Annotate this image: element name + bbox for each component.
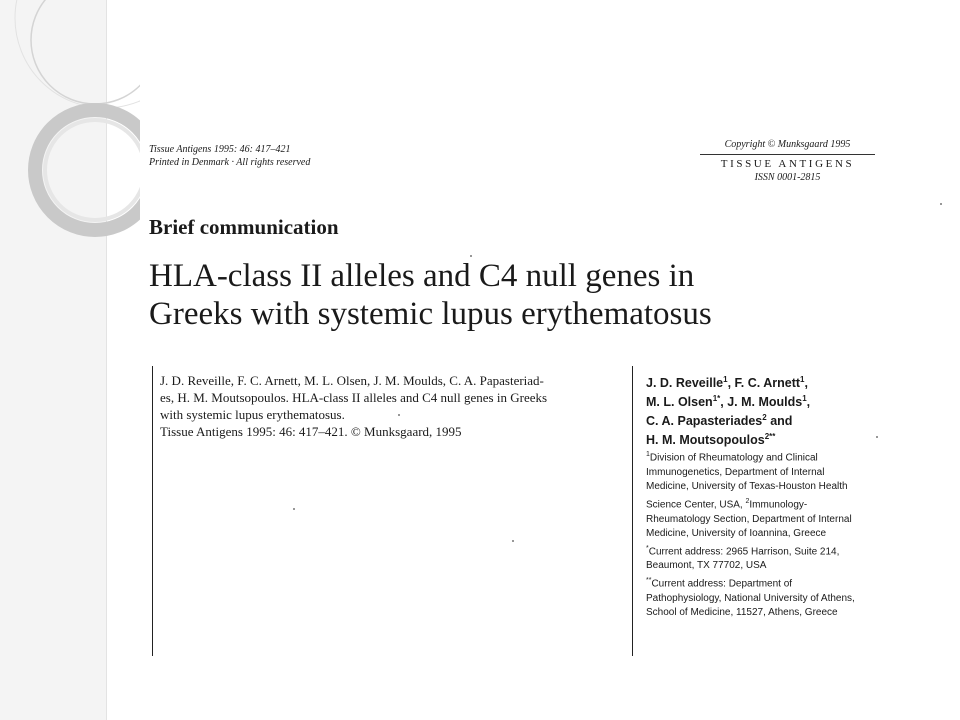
- author-name: F. C. Arnett: [734, 376, 801, 391]
- affiliation-line: Immunogenetics, Department of Internal: [646, 466, 825, 478]
- abstract-citation: [160, 372, 625, 440]
- affiliation-line: $^1$Division of Rheumatology and Clinical: [646, 451, 818, 464]
- affiliation-line: School of Medicine, 11527, Athens, Greece: [646, 607, 838, 619]
- scan-speck: [470, 255, 472, 257]
- affiliation-line: Medicine, University of Texas-Houston Health: [646, 481, 848, 493]
- author-affiliation-marker: 1: [800, 375, 805, 384]
- decorative-circles: [0, 0, 140, 240]
- affiliation-line: Medicine, University of Ioannina, Greece: [646, 528, 827, 540]
- author-name: H. M. Moutsopoulos: [646, 433, 765, 448]
- author-name: M. L. Olsen: [646, 395, 713, 410]
- affiliations: [646, 448, 876, 621]
- affiliation-marker: 1: [646, 451, 650, 458]
- column-rule-middle: [632, 366, 633, 656]
- author-affiliation-marker: 1: [802, 394, 807, 404]
- author-line: [646, 429, 876, 448]
- issn-line: ISSN 0001-2815: [754, 172, 821, 183]
- author-list: [646, 372, 876, 449]
- article-title: [149, 257, 849, 333]
- column-rule-left: [152, 366, 153, 656]
- scan-speck: [398, 414, 400, 416]
- copyright-line: Copyright © Munksgaard 1995: [724, 139, 851, 150]
- affiliation-marker: 2: [745, 497, 750, 505]
- abstract-line: es, H. M. Moutsopoulos. HLA-class II alleles and C4 null genes in Greeks: [160, 390, 548, 405]
- author-line: [646, 410, 876, 429]
- affiliation-line: Pathophysiology, National University of Athens,: [646, 592, 855, 604]
- scan-speck: [876, 436, 878, 438]
- author-affiliation-marker: 2: [762, 413, 767, 423]
- citation-block: [149, 143, 310, 169]
- abstract-line: with systemic lupus erythematosus.: [160, 407, 345, 422]
- affiliation-marker: **: [646, 576, 652, 584]
- title-line: Greeks with systemic lupus erythematosus: [149, 296, 712, 332]
- scan-speck: [940, 203, 942, 205]
- scan-speck: [512, 540, 514, 542]
- citation-line: Tissue Antigens 1995: 46: 417–421: [149, 144, 291, 155]
- journal-block: [700, 138, 875, 184]
- printed-line: Printed in Denmark · All rights reserved: [149, 157, 311, 168]
- affiliation-line: **Current address: Department of: [646, 576, 793, 590]
- affiliation-line: Science Center, USA, $^2$Immunology-: [646, 497, 808, 511]
- abstract-line: J. D. Reveille, F. C. Arnett, M. L. Olsen, J. M. Moulds, C. A. Papasteriad-: [160, 373, 544, 388]
- affiliation-line: Beaumont, TX 77702, USA: [646, 560, 767, 572]
- author-affiliation-marker: 1*: [712, 394, 721, 404]
- author-affiliation-marker: 1: [723, 375, 728, 384]
- abstract-line: Tissue Antigens 1995: 46: 417–421. © Munksgaard, 1995: [160, 424, 462, 439]
- scan-speck: [293, 508, 295, 510]
- author-name: J. M. Moulds: [727, 395, 803, 410]
- author-affiliation-marker: 2**: [764, 432, 776, 442]
- affiliation-marker: *: [646, 544, 649, 552]
- journal-name: TISSUE ANTIGENS: [700, 154, 875, 171]
- author-conjunction: and: [770, 414, 793, 429]
- author-line: M. L. Olsen$^{1*}$, J. M. Moulds$^1$,: [646, 394, 811, 410]
- author-name: C. A. Papasteriades: [646, 414, 763, 429]
- affiliation-line: Rheumatology Section, Department of Internal: [646, 513, 852, 525]
- section-label: Brief communication: [149, 215, 339, 239]
- title-line: HLA-class II alleles and C4 null genes in: [149, 258, 695, 294]
- author-line: J. D. Reveille$^1$, F. C. Arnett$^1$,: [646, 375, 808, 391]
- author-name: J. D. Reveille: [646, 376, 724, 391]
- affiliation-line: *Current address: 2965 Harrison, Suite 214,: [646, 544, 840, 557]
